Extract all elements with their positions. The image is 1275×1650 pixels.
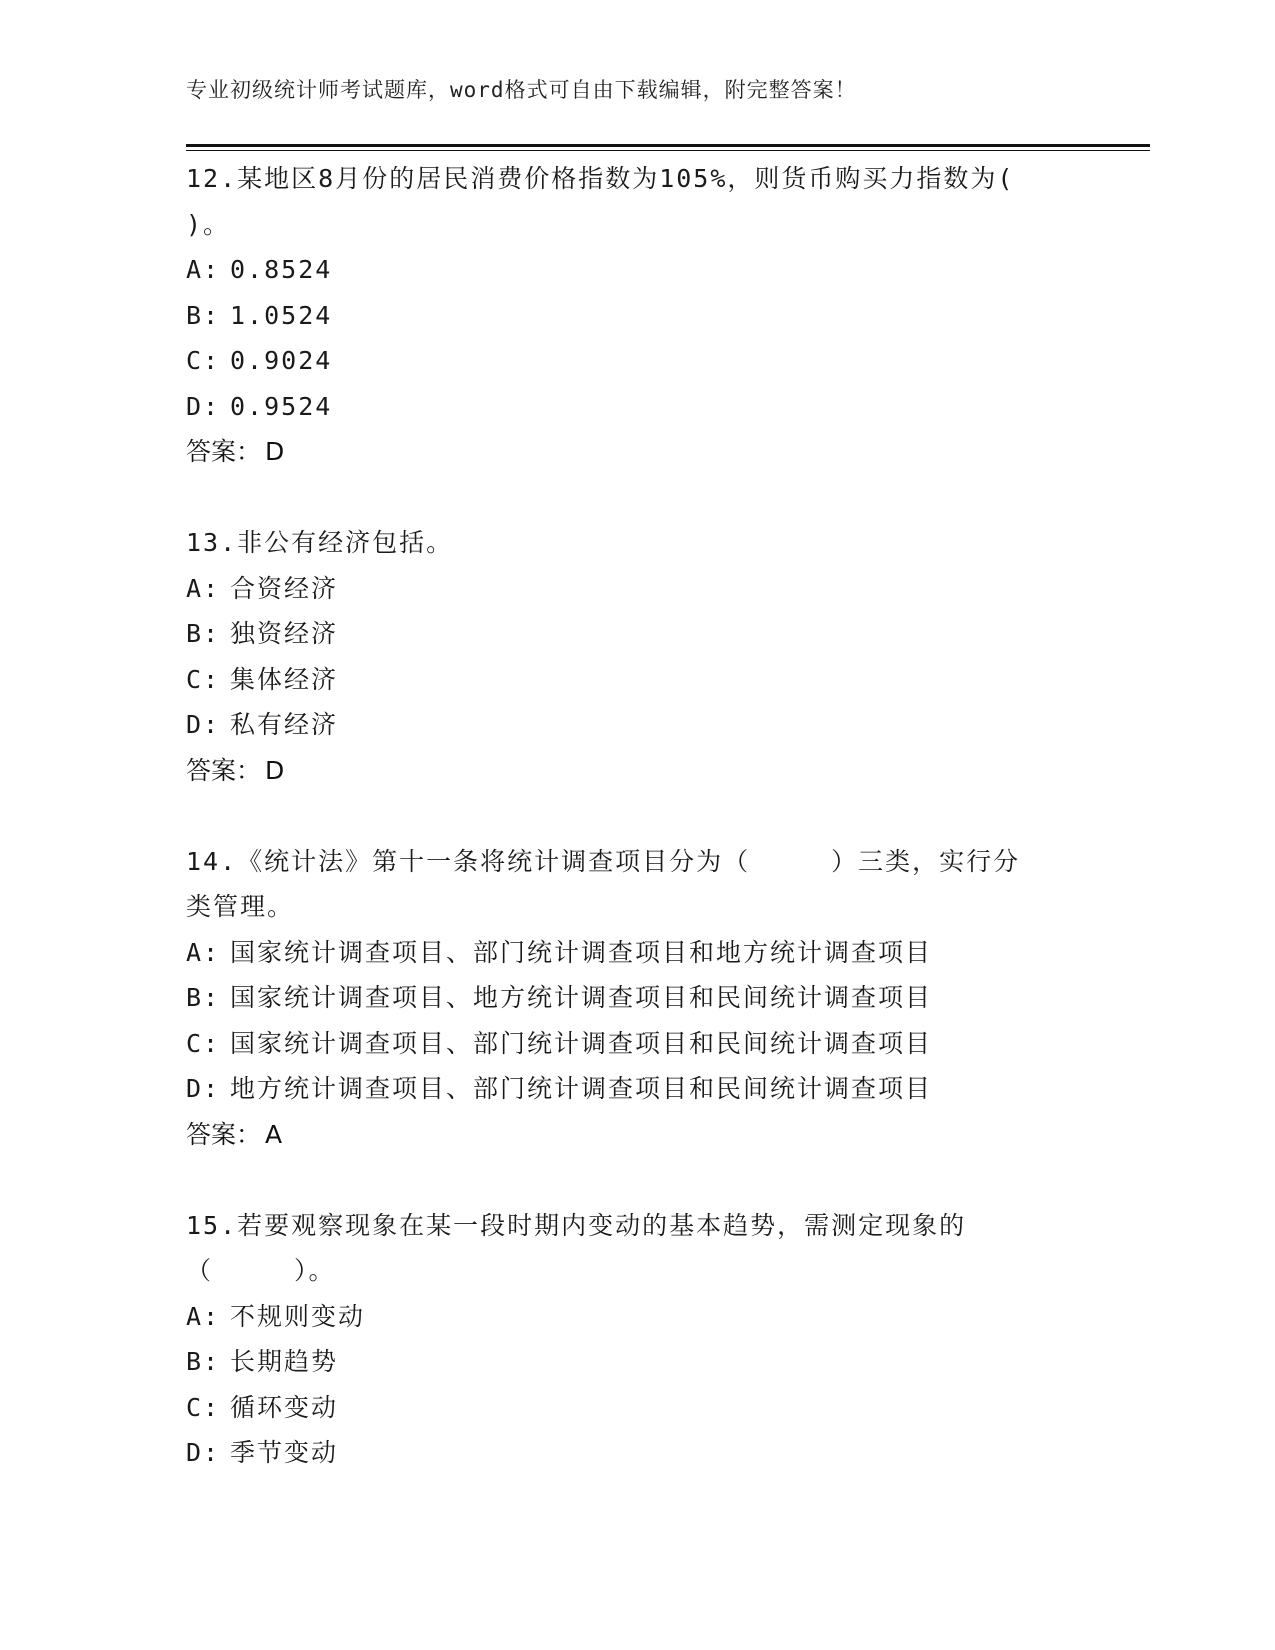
- header-rule-thick: [186, 144, 1150, 147]
- option-text: 国家统计调查项目、部门统计调查项目和民间统计调查项目: [230, 1028, 933, 1058]
- option-b: [186, 611, 1086, 657]
- option-label: D:: [186, 1074, 221, 1103]
- question-14: [186, 839, 1086, 1158]
- answer-line: [186, 429, 1086, 475]
- option-d: [186, 702, 1086, 748]
- option-label: D:: [186, 710, 221, 739]
- question-text-continued: （ ）。: [186, 1256, 336, 1285]
- option-label: C:: [186, 664, 221, 694]
- option-text: 长期趋势: [230, 1347, 339, 1376]
- question-text: 12.某地区8月份的居民消费价格指数为105%，则货币购买力指数为(: [186, 164, 1015, 193]
- question-text: 13.非公有经济包括。: [186, 528, 454, 557]
- question-text-continued: 类管理。: [186, 892, 295, 921]
- option-text: 私有经济: [230, 710, 339, 739]
- option-d: [186, 384, 1086, 430]
- option-label: A:: [186, 573, 221, 603]
- option-label: A:: [186, 1301, 221, 1331]
- option-label: D:: [186, 391, 221, 421]
- answer-label: 答案：: [186, 755, 262, 785]
- option-c: [186, 1021, 1086, 1067]
- option-d: [186, 1066, 1086, 1112]
- spacer: [186, 475, 1086, 521]
- question-text: 15.若要观察现象在某一段时期内变动的基本趋势，需测定现象的: [186, 1210, 967, 1240]
- question-list: [186, 156, 1086, 1476]
- spacer: [186, 793, 1086, 839]
- option-b: [186, 1339, 1086, 1385]
- option-c: [186, 338, 1086, 384]
- page-header: 专业初级统计师考试题库，word格式可自由下载编辑，附完整答案！: [186, 78, 857, 102]
- answer-value: D: [265, 755, 285, 785]
- spacer: [186, 1157, 1086, 1203]
- option-label: B:: [186, 300, 221, 330]
- answer-line: [186, 1112, 1086, 1158]
- option-label: C:: [186, 1028, 221, 1058]
- option-text: 0.9024: [230, 346, 333, 375]
- option-b: [186, 975, 1086, 1021]
- option-label: D:: [186, 1438, 221, 1467]
- option-text: 合资经济: [230, 573, 339, 603]
- option-text: 独资经济: [230, 619, 339, 648]
- option-text: 国家统计调查项目、地方统计调查项目和民间统计调查项目: [230, 983, 933, 1012]
- option-label: B:: [186, 983, 221, 1012]
- option-a: [186, 566, 1086, 612]
- question-12: [186, 156, 1086, 475]
- header-rule-thin: [186, 150, 1150, 151]
- option-c: [186, 657, 1086, 703]
- option-label: C:: [186, 346, 221, 375]
- question-13: [186, 520, 1086, 793]
- option-a: [186, 1294, 1086, 1340]
- option-text: 1.0524: [230, 300, 333, 330]
- question-text-continued: )。: [186, 209, 231, 239]
- option-d: [186, 1430, 1086, 1476]
- option-b: [186, 293, 1086, 339]
- option-text: 0.9524: [230, 391, 333, 421]
- option-a: [186, 930, 1086, 976]
- option-text: 不规则变动: [230, 1301, 366, 1331]
- question-15: [186, 1203, 1086, 1476]
- option-text: 地方统计调查项目、部门统计调查项目和民间统计调查项目: [230, 1074, 933, 1103]
- option-text: 循环变动: [230, 1392, 339, 1422]
- option-text: 0.8524: [230, 255, 333, 284]
- option-text: 国家统计调查项目、部门统计调查项目和地方统计调查项目: [230, 937, 933, 967]
- option-label: B:: [186, 619, 221, 648]
- question-text: 14.《统计法》第十一条将统计调查项目分为（ ）三类，实行分: [186, 846, 1021, 876]
- answer-label: 答案：: [186, 437, 262, 466]
- option-label: A:: [186, 937, 221, 967]
- answer-line: [186, 748, 1086, 794]
- answer-label: 答案：: [186, 1119, 262, 1149]
- option-a: [186, 247, 1086, 293]
- option-text: 季节变动: [230, 1438, 339, 1467]
- option-label: A:: [186, 255, 221, 284]
- answer-value: A: [265, 1119, 283, 1149]
- option-label: B:: [186, 1347, 221, 1376]
- option-label: C:: [186, 1392, 221, 1422]
- option-c: [186, 1385, 1086, 1431]
- answer-value: D: [265, 437, 285, 466]
- option-text: 集体经济: [230, 664, 339, 694]
